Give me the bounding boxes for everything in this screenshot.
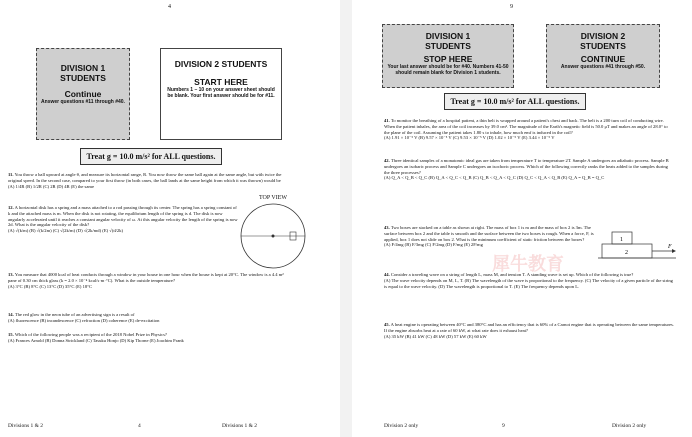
div2-subtitle: STUDENTS [580, 41, 626, 51]
division1-box [36, 48, 130, 140]
div1-action: Continue [64, 89, 102, 99]
div1-note: Answer questions #11 through #40. [41, 99, 125, 105]
div2-note: Answer questions #41 through #50. [560, 64, 646, 70]
right-page [352, 0, 692, 437]
div2-title: DIVISION 2 STUDENTS [174, 59, 268, 69]
question-45: 45. A heat engine is operating between 40°C and 380°C and has an efficiency that is 60% of a Carnot engine that is operating between the same temperatures. If the engine absorbs heat at a rate of 60 kW, at what rate does it exhaust heat? (A) 35 kW (B) 41 kW (C) 48 kW (D) 57 kW (E) 60 kW [384, 322, 674, 339]
topview-label: TOP VIEW [258, 195, 288, 201]
question-11: 11. You throw a ball upward at angle θ, and measure its horizontal range, R. You now throw the same ball again at the same angle, but with twice the original speed. In the second case, compared to your first throw (in both cases, the ball lands at the same height from which it was thrown) would be (A) 1/4R (B) 1/2R (C) 2R (D) 4R (E) the same [8, 172, 282, 189]
page-number: 4 [168, 4, 171, 10]
footer-right: Divisions 1 & 2 [222, 423, 257, 429]
question-14: 14. The red glow in the neon tube of an advertising sign is a result of (A) fluorescence (B) incandescence (C) refraction (D) coherence (E) de-excitation [8, 312, 160, 323]
div1-action: STOP HERE [423, 54, 473, 64]
division2-box [546, 24, 660, 88]
div1-subtitle: STUDENTS [60, 73, 106, 83]
div2-note: Numbers 1 – 10 on your answer sheet should be blank. Your first answer should be for #11. [167, 87, 275, 99]
division1-box [382, 24, 514, 88]
div1-subtitle: STUDENTS [425, 41, 471, 51]
footer-left: Division 2 only [384, 423, 419, 429]
topview-diagram [238, 195, 308, 276]
footer-page-number: 9 [502, 423, 505, 429]
question-44: 44. Consider a traveling wave on a string of length L, mass M, and tension T. A standing wave is set up. Which of the following is true? (A) The wave velocity depends on M, L, T. (B) The wavelength of the wave is proportional to the frequency. (C) The velocity of a given particle of the string is equal to the wave velocity. (D) The wavelength is proportional to T. (E) The frequency depends upon L. [384, 272, 673, 289]
question-15: 15. Which of the following people was a recipient of the 2018 Nobel Prize in Physics? (A) Frances Arnold (B) Donna Strickland (C) Tasuku Honjo (D) Kip Thorne (E) Joachim Frank [8, 332, 184, 343]
question-43: 43. Two boxes are stacked on a table as shown at right. The mass of box 1 is m and the mass of box 2 is 3m. The surface between box 2 and the table is smooth and the surface between the two boxes is rough. When a force, F, is applied, box 1 does not slide on box 2. What is the minimum coefficient of static friction between the boxes? (A) F/4mg (B) F/3mg (C) F/2mg (D) F/mg (E) 2F/mg [384, 225, 594, 248]
question-13: 13. You measure that 4000 kcal of heat conducts through a window in your house in one hour when the house is kept at 20°C. The window is a 4.4 m² pane of 0.30 cm thick glass (k = 2.0 × 10⁻⁴ kcal/s·m·°C). What is the outside temperature? (A) 3°C (B) 8°C (C) 13°C (D) 35°C (E) 18°C [8, 272, 284, 289]
question-12: 12. A horizontal disk has a spring and a mass attached to a rod passing through its center. The spring has a spring constant of k and the attached mass is m. When the disk is not rotating, the equilibrium length of the spring is d. The disk is now angularly accelerated until it reaches a constant angular velocity of ω. At this angular velocity the length of the spring is now 2d. What is the angular velocity of the disk? (A) √(k/m) (B) √(k/2m) (C) √(2k/m) (D) √(2k/md) (E) √(d/2k) [8, 205, 238, 234]
div1-title: DIVISION 1 [60, 63, 106, 73]
div1-title: DIVISION 1 [425, 31, 471, 41]
footer-right: Division 2 only [612, 423, 647, 429]
treat-g-note: Treat g = 10.0 m/s² for ALL questions. [80, 148, 222, 165]
left-page [0, 0, 340, 437]
disk-figure [238, 201, 308, 271]
division2-box [160, 48, 282, 140]
page-number: 9 [510, 4, 513, 10]
treat-g-note: Treat g = 10.0 m/s² for ALL questions. [444, 93, 586, 110]
footer-page-number: 4 [138, 423, 141, 429]
footer-left: Divisions 1 & 2 [8, 423, 43, 429]
question-42: 42. Three identical samples of a monatomic ideal gas are taken from temperature T to temperature 2T. Sample A undergoes an adiabatic process. Sample B undergoes an isobaric process and Sample C undergoes an isochoric process. Which of the following correctly ranks the heats added to the samples during the three processes? (A) Q_A < Q_B < Q_C (B) Q_A < Q_C < Q_B (C) Q_B < Q_A < Q_C (D) Q_C < Q_A < Q_B (E) Q_A = Q_B = Q_C [384, 158, 669, 181]
question-41: 41. To monitor the breathing of a hospital patient, a thin belt is wrapped around a patient's chest and back. The belt is a 200 turn coil of conducting wire. When the patient inhales, the area of the coil increases by 39.0 cm². The magnitude of the Earth's magnetic field is 50.0 μT and makes an angle of 28.0° to the plane of the coil. Assuming the patient takes 1.80 s to inhale, how much emf is induced in the coil? (A) 1.91 × 10⁻⁵ V (B) 9.57 × 10⁻⁵ V (C) 9.53 × 10⁻⁵ V (D) 1.02 × 10⁻⁵ V (E) 3.44 × 10⁻⁵ V [384, 118, 668, 141]
div1-note: Your last answer should be for #40. Numbers 41-50 should remain blank for Division 1 students. [387, 64, 509, 76]
div2-action: START HERE [194, 77, 248, 87]
div2-title: DIVISION 2 [580, 31, 626, 41]
stacked-boxes-figure [598, 228, 678, 264]
div2-action: CONTINUE [580, 54, 626, 64]
svg-text:1: 1 [620, 237, 623, 243]
watermark-logo: 犀牛教育 [492, 254, 564, 274]
svg-text:2: 2 [625, 250, 628, 256]
svg-text:F: F [668, 244, 672, 250]
